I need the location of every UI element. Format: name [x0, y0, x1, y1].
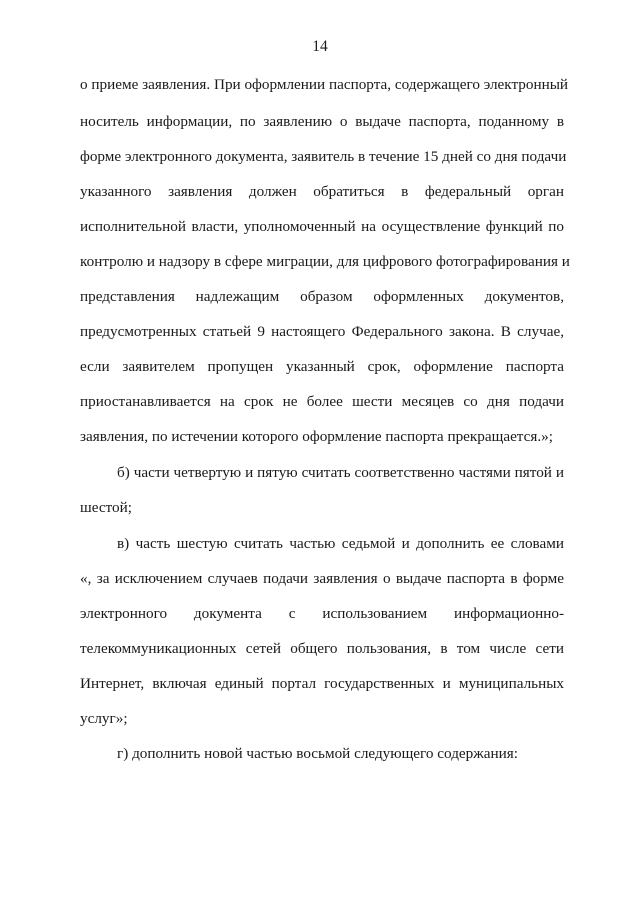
- text-line: шестой;: [80, 499, 132, 516]
- text-line: предусмотренных статьей 9 настоящего Федерального закона. В случае,: [80, 323, 564, 340]
- text-line: если заявителем пропущен указанный срок, оформление паспорта: [80, 358, 564, 375]
- text-line: носитель информации, по заявлению о выдаче паспорта, поданному в: [80, 113, 564, 130]
- text-line: форме электронного документа, заявитель в течение 15 дней со дня подачи: [80, 148, 567, 165]
- page-number: 14: [312, 38, 328, 55]
- text-line: указанного заявления должен обратиться в федеральный орган: [80, 183, 564, 200]
- paragraph-g-line: г) дополнить новой частью восьмой следующего содержания:: [117, 745, 518, 762]
- text-line: услуг»;: [80, 710, 128, 727]
- text-line: представления надлежащим образом оформленных документов,: [80, 288, 564, 305]
- text-line: исполнительной власти, уполномоченный на осуществление функций по: [80, 218, 564, 235]
- text-line: «, за исключением случаев подачи заявления о выдаче паспорта в форме: [80, 570, 564, 587]
- text-line: о приеме заявления. При оформлении паспорта, содержащего электронный: [80, 76, 569, 93]
- paragraph-v-line: в) часть шестую считать частью седьмой и дополнить ее словами: [117, 535, 564, 552]
- text-line: Интернет, включая единый портал государственных и муниципальных: [80, 675, 564, 692]
- text-line: приостанавливается на срок не более шести месяцев со дня подачи: [80, 393, 564, 410]
- text-line: электронного документа с использованием информационно-: [80, 605, 564, 622]
- text-line: телекоммуникационных сетей общего пользования, в том числе сети: [80, 640, 564, 657]
- text-line: заявления, по истечении которого оформление паспорта прекращается.»;: [80, 428, 553, 445]
- paragraph-b-line: б) части четвертую и пятую считать соответственно частями пятой и: [117, 464, 564, 481]
- text-line: контролю и надзору в сфере миграции, для цифрового фотографирования и: [80, 253, 570, 270]
